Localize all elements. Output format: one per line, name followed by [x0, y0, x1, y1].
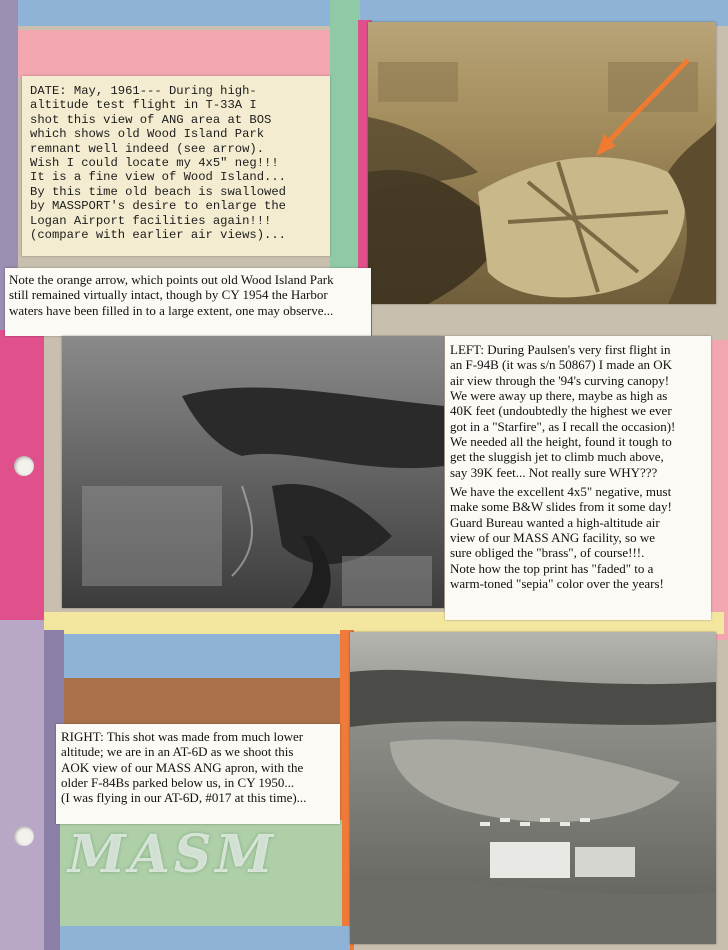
typed-line: Wish I could locate my 4x5" neg!!!: [30, 155, 279, 170]
typed-line: altitude test flight in T-33A I: [30, 98, 257, 113]
binder-hole-icon: [14, 826, 34, 846]
note-line: warm-toned "sepia" color over the years!: [450, 575, 664, 591]
masm-logo-text: MASM: [68, 824, 278, 885]
left-note: [445, 336, 711, 620]
typed-line: shot this view of ANG area at BOS: [30, 112, 272, 127]
note-line: sure obliged the "brass", of course!!!.: [450, 545, 645, 561]
note-line: air view through the '94's curving canopy!: [450, 372, 670, 388]
typed-line: which shows old Wood Island Park: [30, 127, 265, 142]
arrow-note: [5, 268, 371, 336]
note-line: got in a "Starfire", as I recall the occasion)!: [450, 418, 676, 434]
note-line: still remained virtually intact, though by CY 1954 the Harbor: [9, 287, 328, 303]
note-line: 40K feet (undoubtedly the highest we ever: [450, 403, 672, 419]
bw-low-altitude-photo: [350, 632, 716, 944]
note-line: older F-84Bs parked below us, in CY 1950...: [61, 774, 295, 790]
note-line: AOK view of our MASS ANG apron, with the: [61, 759, 304, 775]
note-line: an F-94B (it was s/n 50867) I made an OK: [450, 357, 673, 373]
note-line: (I was flying in our AT-6D, #017 at this time)...: [61, 790, 307, 806]
left-lavender-strip: [0, 620, 44, 950]
typed-line: Logan Airport facilities again!!!: [30, 213, 272, 228]
note-line: Note the orange arrow, which points out old Wood Island Park: [9, 272, 334, 287]
note-line: get the sluggish jet to climb much above,: [450, 449, 664, 465]
typed-line: remnant well indeed (see arrow).: [30, 141, 265, 156]
typed-line: It is a fine view of Wood Island...: [30, 170, 286, 185]
note-line: We have the excellent 4x5" negative, must: [450, 483, 672, 499]
note-line: Guard Bureau wanted a high-altitude air: [450, 514, 660, 530]
note-line: Note how the top print has "faded" to a: [450, 560, 654, 576]
typed-line: (compare with earlier air views)...: [30, 227, 286, 242]
typed-line: DATE: May, 1961--- During high-: [30, 84, 257, 98]
note-line: We needed all the height, found it tough to: [450, 433, 672, 449]
typed-line: By this time old beach is swallowed: [30, 184, 286, 199]
right-note: [56, 724, 340, 824]
note-line: make some B&W slides from it some day!: [450, 499, 672, 515]
pink-strip-top: [18, 30, 338, 78]
note-line: LEFT: During Paulsen's very first flight in: [450, 342, 671, 357]
bw-high-altitude-photo: [62, 336, 444, 608]
blue-band: [44, 634, 344, 678]
note-line: RIGHT: This shot was made from much lower: [61, 729, 304, 744]
note-line: waters have been filled in to a large extent, one may observe...: [9, 302, 334, 318]
bottom-blue-band: [60, 926, 350, 950]
binder-hole-icon: [14, 456, 34, 476]
note-line: view of our MASS ANG facility, so we: [450, 529, 655, 545]
note-line: altitude; we are in an AT-6D as we shoot this: [61, 744, 294, 760]
typed-caption: [22, 76, 330, 256]
note-line: say 39K feet... Not really sure WHY???: [450, 464, 658, 480]
typed-line: by MASSPORT's desire to enlarge the: [30, 199, 286, 214]
sepia-aerial-photo: [368, 22, 716, 304]
note-line: We were away up there, maybe as high as: [450, 387, 668, 403]
